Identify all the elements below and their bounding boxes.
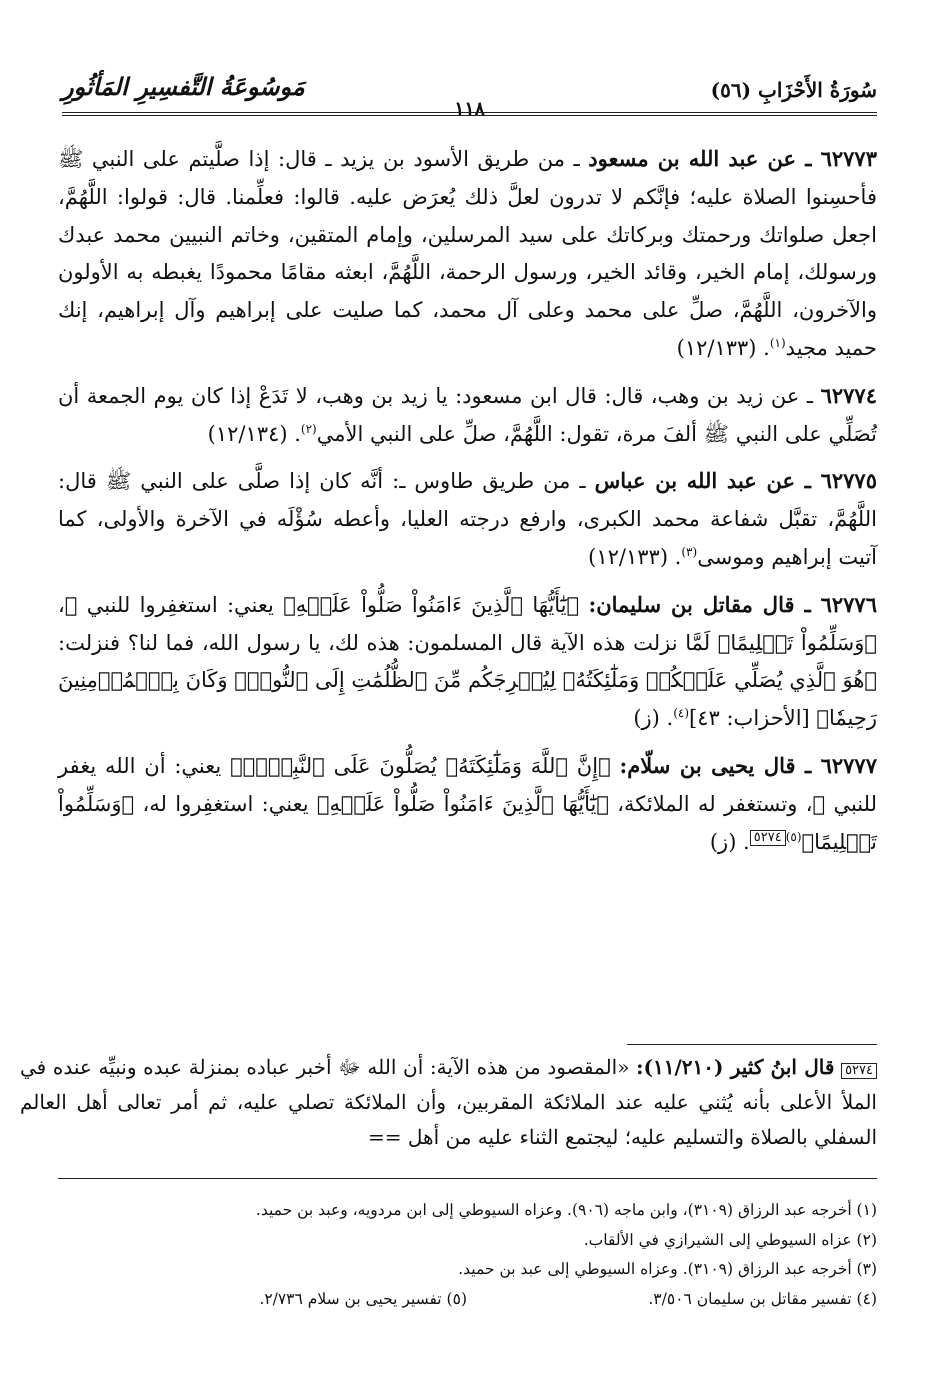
footnote: (٤) تفسير مقاتل بن سليمان ٣/٥٠٦. [648, 1289, 877, 1308]
footnote-ref[interactable]: (٢) [300, 421, 317, 436]
entry-text: ـ عن زيد بن وهب، قال: قال ابن مسعود: يا زيد بن وهب، لا تَدَعْ إذا كان يوم الجمعة أن تُصَلِّي على النبي ﷺ ألفَ مرة، تقول: اللَّهُمَّ، صلِّ على النبي الأمي [58, 383, 877, 446]
footnote-ref[interactable]: (٤) [673, 706, 690, 721]
entry-citation: . (١٢/١٣٤) [207, 421, 301, 446]
commentary-ref-box[interactable]: ٥٢٧٤ [750, 830, 786, 846]
entry [58, 140, 877, 368]
footnote: (٥) تفسير يحيى بن سلام ٢/٧٣٦. [259, 1289, 467, 1308]
commentary-separator [627, 1044, 877, 1045]
entry-text: ﴿يَٰٓأَيُّهَا ٱلَّذِينَ ءَامَنُواْ صَلُّواْ عَلَيۡهِ﴾ يعني: استغفِروا للنبي ﷺ، ﴿وَسَلِّمُواْ تَسۡلِيمًا﴾ لَمَّا نزلت هذه الآية قال المسلمون: هذه لك، يا رسول الله، فما لنا؟ فنزلت: ﴿هُوَ ٱلَّذِي يُصَلِّي عَلَيۡكُمۡ وَمَلَٰٓئِكَتُهُۥ لِيُخۡرِجَكُم مِّنَ ٱلظُّلُمَٰتِ إِلَى ٱلنُّورِۚ وَكَانَ بِٱلۡمُؤۡمِنِينَ رَحِيمٗا﴾ [الأحزاب: ٤٣] [58, 592, 878, 731]
entry-citation: . (ز) [633, 706, 674, 731]
entry-lead: ٦٢٧٧٥ ـ عن عبد الله بن عباس [594, 468, 877, 494]
entry-text: ـ من طريق طاوس ـ: أنَّه كان إذا صلَّى على النبي ﷺ قال: اللَّهُمَّ، تقبَّل شفاعة محمد الكبرى، وارفع درجته العليا، وأعطه سُؤْلَه في الآخرة والأولى، كما آتيت إبراهيم وموسى [58, 469, 877, 569]
footnote: (٣) أخرجه عبد الرزاق (٣١٠٩). وعزاه السيوطي إلى عبد بن حميد. [458, 1260, 877, 1278]
footnotes-separator [58, 1178, 877, 1179]
header-rule-secondary [62, 115, 877, 116]
footnote-ref[interactable]: (١) [769, 335, 786, 350]
entry-citation: . (١٢/١٣٣) [588, 544, 682, 569]
page-number: ١١٨ [446, 98, 493, 120]
entry [58, 462, 877, 576]
footnote-row [58, 1285, 877, 1315]
entry [58, 586, 877, 738]
entry-lead: ٦٢٧٧٧ ـ قال يحيى بن سلّام: [619, 752, 877, 778]
commentary-block [20, 1050, 877, 1155]
entry [58, 747, 877, 861]
book-title: مَوسُوعَةُ التَّفسِيرِ المَأثُورِ [62, 72, 305, 101]
footnote: (١) أخرجه عبد الرزاق (٣١٠٩)، وابن ماجه (٩٠٦). وعزاه السيوطي إلى ابن مردويه، وعبد بن حميد. [255, 1201, 877, 1219]
main-text [58, 140, 877, 870]
commentary-number-box: ٥٢٧٤ [841, 1063, 877, 1079]
entry-citation: . (ز) [709, 829, 750, 854]
header-rule [62, 112, 877, 113]
entry-lead: ٦٢٧٧٤ [820, 382, 877, 408]
entry-lead: ٦٢٧٧٦ ـ قال مقاتل بن سليمان: [588, 591, 877, 617]
commentary-text: «المقصود من هذه الآية: أن الله ﷻ أخبر عباده بمنزلة عبده ونبيِّه عنده في الملأ الأعلى بأنه يُثني عليه عند الملائكة المقربين، وأن الملائكة تصلي عليه، ثم أمر تعالى أهل العالم السفلي بالصلاة والتسليم عليه؛ ليجتمع الثناء عليه من أهل == [20, 1055, 877, 1149]
commentary-lead: قال ابنُ كثير (١١/٢١٠): [636, 1055, 835, 1079]
footnote-ref[interactable]: (٥) [785, 829, 802, 844]
footnote-ref[interactable]: (٣) [681, 544, 698, 559]
entry-lead: ٦٢٧٧٣ ـ عن عبد الله بن مسعود [588, 146, 877, 171]
entry-citation: . (١٢/١٣٣) [676, 335, 770, 360]
entry [58, 377, 877, 454]
entry-text: ﴿إِنَّ ٱللَّهَ وَمَلَٰٓئِكَتَهُۥ يُصَلُّونَ عَلَى ٱلنَّبِيِّۚ﴾ يعني: أن الله يغفر للنبي ﷺ، وتستغفر له الملائكة، ﴿يَٰٓأَيُّهَا ٱلَّذِينَ ءَامَنُواْ صَلُّواْ عَلَيۡهِ﴾ يعني: استغفِروا له، ﴿وَسَلِّمُواْ تَسۡلِيمًا﴾ [58, 753, 877, 854]
page-header [62, 66, 877, 120]
footnotes [58, 1196, 877, 1314]
surah-title: سُورَةُ الأَحْزَابِ (٥٦) [710, 78, 877, 102]
entry-text: ـ من طريق الأسود بن يزيد ـ قال: إذا صلَّيتم على النبي ﷺ فأحسِنوا الصلاة عليه؛ فإنَّكم لا تدرون لعلَّ ذلك يُعرَض عليه. قالوا: فعلِّمنا. قال: قولوا: اللَّهُمَّ، اجعل صلواتك ورحمتك وبركاتك على سيد المرسلين، وإمام المتقين، وخاتم النبيين محمد عبدك ورسولك، إمام الخير، وقائد الخير، ورسول الرحمة، اللَّهُمَّ، ابعثه مقامًا محمودًا يغبطه به الأولون والآخرون، اللَّهُمَّ، صلِّ على محمد وعلى آل محمد، كما صليت على إبراهيم وآل إبراهيم، إنك حميد مجيد [58, 147, 877, 360]
footnote: (٢) عزاه السيوطي إلى الشيرازي في الألقاب. [583, 1230, 877, 1249]
